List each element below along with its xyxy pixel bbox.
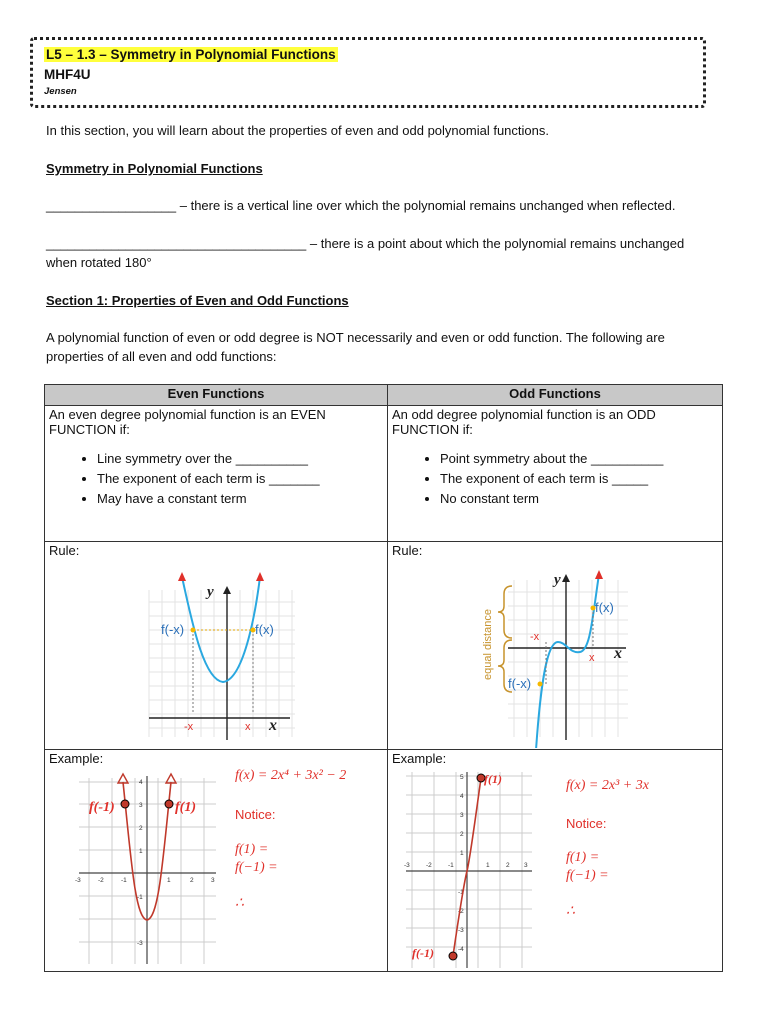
svg-text:2: 2	[190, 877, 194, 884]
f-x-label: f(x)	[255, 622, 274, 637]
svg-text:5: 5	[460, 774, 464, 781]
section1-heading: Section 1: Properties of Even and Odd Functions	[46, 293, 349, 308]
even-f1: f(1) =	[235, 842, 269, 857]
svg-text:-1: -1	[448, 862, 454, 869]
svg-text:-3: -3	[75, 877, 81, 884]
point-label-neg: f(-1)	[412, 946, 434, 960]
odd-example-graph	[402, 768, 552, 968]
even-example-cell	[45, 750, 388, 972]
svg-text:1: 1	[460, 850, 464, 857]
lesson-title: L5 – 1.3 – Symmetry in Polynomial Functions	[46, 47, 336, 62]
svg-text:-3: -3	[458, 927, 464, 934]
even-example-graph	[71, 768, 221, 968]
y-axis-label: y	[207, 584, 214, 600]
symmetry-heading: Symmetry in Polynomial Functions	[46, 161, 263, 176]
odd-bullet: • The exponent of each term is _____	[440, 469, 718, 489]
svg-text:4: 4	[139, 779, 143, 786]
odd-rule-label: Rule:	[392, 543, 423, 558]
x-mark: x	[245, 721, 251, 733]
svg-text:3: 3	[460, 812, 464, 819]
f-x-label: f(x)	[595, 600, 614, 615]
even-therefore: ∴	[235, 896, 244, 911]
x-axis-label: x	[614, 645, 622, 662]
properties-table	[44, 384, 723, 972]
neg-x-mark: -x	[530, 631, 540, 643]
point-neg-one	[449, 952, 457, 960]
svg-text:-1: -1	[121, 877, 127, 884]
svg-text:-2: -2	[98, 877, 104, 884]
even-example-label: Example:	[49, 751, 104, 766]
even-header: Even Functions	[45, 385, 388, 406]
neg-x-mark: -x	[184, 721, 194, 733]
even-bullet: • Line symmetry over the __________	[97, 449, 383, 469]
odd-intro1: An odd degree polynomial function is an ODD	[392, 407, 656, 422]
point-label-pos: f(1)	[484, 772, 502, 786]
f-neg-x-label: f(-x)	[508, 676, 532, 691]
even-rule-graph	[45, 562, 375, 748]
svg-text:-3: -3	[404, 862, 410, 869]
svg-text:-3: -3	[137, 940, 143, 947]
even-example-equation: f(x) = 2x⁴ + 3x² − 2	[235, 768, 347, 783]
blank: __________________	[46, 198, 177, 213]
svg-text:-2: -2	[426, 862, 432, 869]
svg-text:3: 3	[139, 802, 143, 809]
even-rule-label: Rule:	[49, 543, 80, 558]
equal-distance-label: equal distance	[482, 609, 494, 680]
even-f-neg1: f(−1) =	[235, 860, 278, 875]
course-code: MHF4U	[44, 67, 91, 82]
point-one	[165, 800, 173, 808]
svg-text:2: 2	[139, 825, 143, 832]
y-axis-label: y	[554, 572, 561, 588]
even-intro1: An even degree polynomial function is an EVEN	[49, 407, 326, 422]
even-bullet: • The exponent of each term is _______	[97, 469, 383, 489]
even-bullets	[49, 449, 383, 509]
intro-text: In this section, you will learn about the properties of even and odd polynomial functions.	[46, 123, 549, 138]
svg-text:-4: -4	[458, 946, 464, 953]
even-rule-cell	[45, 542, 388, 750]
svg-text:4: 4	[460, 793, 464, 800]
svg-text:-2: -2	[458, 908, 464, 915]
f-neg-x-label: f(-x)	[161, 622, 185, 637]
definition-text: – there is a point about which the polynomial remains unchanged	[306, 236, 685, 251]
odd-example-label: Example:	[392, 751, 447, 766]
svg-text:1: 1	[139, 848, 143, 855]
odd-bullets	[392, 449, 718, 509]
odd-intro2: FUNCTION if:	[392, 422, 473, 437]
odd-f1: f(1) =	[566, 850, 600, 865]
point-symmetry-definition	[46, 234, 684, 253]
even-notice: Notice:	[235, 807, 276, 822]
blank: ____________________________________	[46, 236, 307, 251]
odd-rule-graph	[388, 562, 722, 748]
x-mark: x	[589, 652, 595, 664]
svg-text:3: 3	[211, 877, 215, 884]
odd-example-equation: f(x) = 2x³ + 3x	[566, 778, 649, 793]
point-label-neg: f(-1)	[89, 800, 115, 815]
svg-text:2: 2	[506, 862, 510, 869]
svg-text:3: 3	[524, 862, 528, 869]
odd-properties	[388, 406, 723, 542]
section1-text2: properties of all even and odd functions:	[46, 349, 277, 364]
svg-text:1: 1	[167, 877, 171, 884]
point-symmetry-cont: when rotated 180°	[46, 255, 152, 270]
author-name: Jensen	[44, 86, 77, 97]
point-label-pos: f(1)	[175, 800, 196, 815]
even-properties	[45, 406, 388, 542]
point-neg-one	[121, 800, 129, 808]
even-bullet: • May have a constant term	[97, 489, 383, 509]
odd-notice: Notice:	[566, 816, 607, 831]
odd-therefore: ∴	[566, 904, 575, 919]
odd-rule-cell	[388, 542, 723, 750]
section1-text1: A polynomial function of even or odd degree is NOT necessarily and even or odd function. The following are	[46, 330, 665, 345]
svg-text:-1: -1	[137, 894, 143, 901]
odd-bullet: • Point symmetry about the __________	[440, 449, 718, 469]
odd-header: Odd Functions	[388, 385, 723, 406]
x-axis-label: x	[269, 717, 277, 734]
svg-text:1: 1	[486, 862, 490, 869]
odd-example-cell	[388, 750, 723, 972]
odd-bullet: • No constant term	[440, 489, 718, 509]
line-symmetry-definition	[46, 196, 675, 215]
svg-text:2: 2	[460, 831, 464, 838]
even-intro2: FUNCTION if:	[49, 422, 130, 437]
odd-f-neg1: f(−1) =	[566, 868, 609, 883]
definition-text: – there is a vertical line over which the polynomial remains unchanged when reflected.	[176, 198, 676, 213]
svg-text:-1: -1	[458, 889, 464, 896]
